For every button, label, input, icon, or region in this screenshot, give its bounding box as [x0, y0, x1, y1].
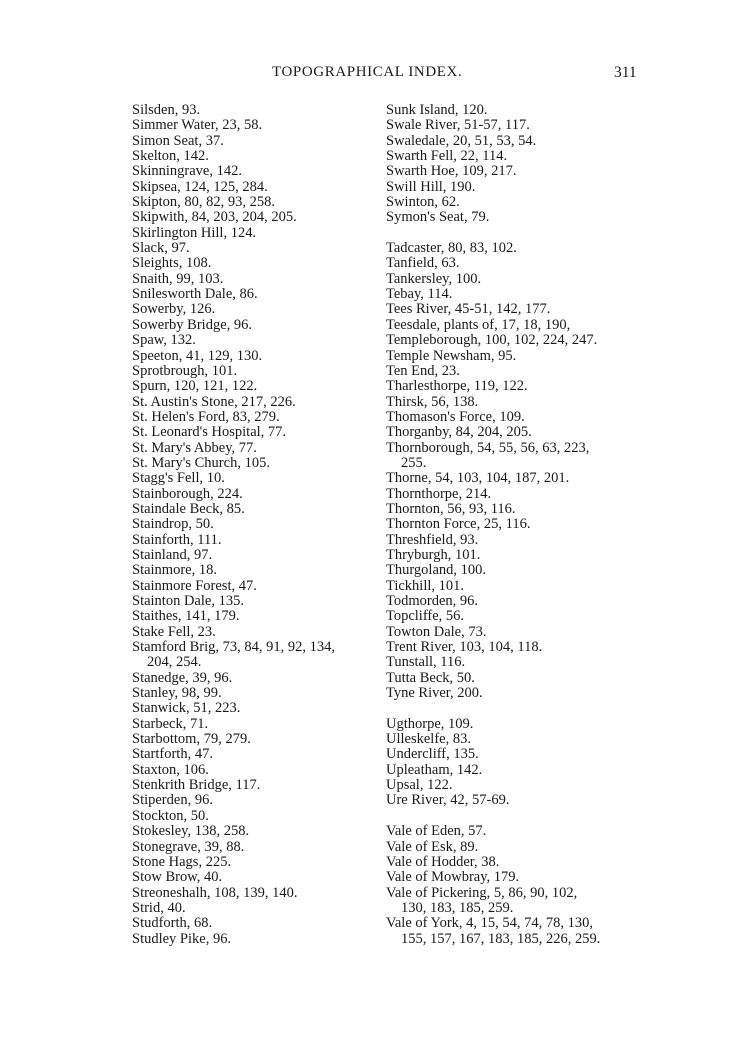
index-entry — [132, 226, 377, 241]
index-entry — [386, 793, 636, 808]
index-entry — [132, 778, 377, 793]
index-entry — [132, 103, 377, 118]
index-entry-line: Tunstall, 116. — [386, 654, 466, 671]
index-entry — [132, 195, 377, 210]
index-entry — [386, 840, 636, 855]
index-entry — [386, 886, 636, 917]
index-entry — [386, 517, 636, 532]
index-entry — [132, 425, 377, 440]
index-entry — [386, 763, 636, 778]
index-entry-line: Stanwick, 51, 223. — [132, 700, 241, 717]
index-entry-line: Tankersley, 100. — [386, 270, 482, 287]
index-entry — [132, 333, 377, 348]
index-entry — [386, 732, 636, 747]
index-entry-line: Thorne, 54, 103, 104, 187, 201. — [386, 470, 570, 487]
index-entry-line: Stockton, 50. — [132, 807, 209, 824]
index-entry — [132, 717, 377, 732]
index-entry-line: Vale of Esk, 89. — [386, 838, 479, 855]
index-entry — [132, 379, 377, 394]
index-entry-line: St. Austin's Stone, 217, 226. — [132, 393, 296, 410]
index-entry — [386, 625, 636, 640]
index-entry — [386, 502, 636, 517]
index-entry-line: Stone Hags, 225. — [132, 853, 232, 870]
index-entry-line: Speeton, 41, 129, 130. — [132, 347, 263, 364]
index-entry-line: Todmorden, 96. — [386, 593, 479, 609]
section-gap — [386, 226, 636, 241]
index-entry-continuation: 130, 183, 185, 259. — [401, 899, 514, 916]
index-entry — [386, 333, 636, 348]
index-entry-line: Thornton, 56, 93, 116. — [386, 500, 516, 517]
index-entry — [132, 256, 377, 271]
index-entry — [132, 563, 377, 578]
index-entry — [386, 395, 636, 410]
index-entry-line: Streoneshalh, 108, 139, 140. — [132, 884, 298, 901]
index-entry — [132, 456, 377, 471]
index-entry-line: Sprotbrough, 101. — [132, 362, 238, 379]
index-entry-line: Stiperden, 96. — [132, 792, 213, 809]
index-entry — [132, 855, 377, 870]
index-entry-line: St. Leonard's Hospital, 77. — [132, 424, 287, 441]
index-entry-line: St. Mary's Church, 105. — [132, 454, 270, 471]
index-entry-line: Sowerby Bridge, 96. — [132, 316, 253, 333]
index-entry — [132, 932, 377, 947]
index-entry-line: Thornborough, 54, 55, 56, 63, 223, — [386, 439, 590, 456]
index-entry — [386, 916, 636, 947]
index-entry-line: Vale of York, 4, 15, 54, 74, 78, 130, — [386, 915, 594, 932]
index-entry-line: Towton Dale, 73. — [386, 623, 487, 640]
index-entry-line: Stainborough, 224. — [132, 485, 243, 502]
index-entry — [386, 180, 636, 195]
index-entry — [386, 441, 636, 472]
index-entry — [386, 870, 636, 885]
index-entry-line: Thomason's Force, 109. — [386, 408, 525, 425]
index-entry — [386, 379, 636, 394]
index-entry — [132, 763, 377, 778]
index-entry — [386, 471, 636, 486]
index-entry-line: Simmer Water, 23, 58. — [132, 117, 263, 134]
index-entry-line: Thirsk, 56, 138. — [386, 393, 479, 410]
index-entry-line: Thornton Force, 25, 116. — [386, 516, 531, 533]
index-entry — [132, 901, 377, 916]
index-entry-continuation: 155, 157, 167, 183, 185, 226, 259. — [401, 930, 601, 947]
index-entry-line: Studforth, 68. — [132, 915, 213, 932]
index-entry — [132, 686, 377, 701]
index-entry — [132, 640, 377, 671]
index-entry — [386, 210, 636, 225]
index-entry-line: Stagg's Fell, 10. — [132, 470, 225, 487]
index-entry — [132, 793, 377, 808]
index-entry — [132, 533, 377, 548]
index-entry-line: Stow Brow, 40. — [132, 869, 223, 886]
index-entry — [132, 809, 377, 824]
index-entry — [132, 318, 377, 333]
index-entry — [386, 134, 636, 149]
index-entry — [132, 349, 377, 364]
index-entry-continuation: 204, 254. — [147, 654, 202, 671]
index-entry — [132, 487, 377, 502]
index-entry-line: Skipsea, 124, 125, 284. — [132, 178, 268, 195]
index-entry — [132, 241, 377, 256]
index-entry — [132, 395, 377, 410]
index-entry-line: Ure River, 42, 57-69. — [386, 792, 510, 809]
index-entry — [386, 364, 636, 379]
index-entry-line: Tyne River, 200. — [386, 685, 483, 702]
index-entry-line: Snaith, 99, 103. — [132, 270, 224, 287]
index-entry-line: Stainmore, 18. — [132, 562, 217, 579]
index-entry-line: Simon Seat, 37. — [132, 132, 224, 149]
index-entry — [386, 824, 636, 839]
index-entry-line: Vale of Eden, 57. — [386, 823, 487, 840]
index-entry — [386, 487, 636, 502]
index-entry-line: Vale of Hodder, 38. — [386, 853, 500, 870]
index-entry-line: Swaledale, 20, 51, 53, 54. — [386, 132, 537, 149]
index-entry-line: Stainland, 97. — [132, 546, 213, 563]
index-entry-line: Swarth Hoe, 109, 217. — [386, 163, 517, 180]
index-entry — [386, 118, 636, 133]
index-entry-line: Skelton, 142. — [132, 148, 209, 165]
index-entry — [386, 594, 636, 609]
index-entry-line: Starbeck, 71. — [132, 715, 209, 732]
index-entry — [132, 671, 377, 686]
index-entry-line: Vale of Mowbray, 179. — [386, 869, 520, 886]
index-entry-line: Staindrop, 50. — [132, 516, 214, 533]
index-entry-line: Threshfield, 93. — [386, 531, 479, 548]
index-entry — [132, 840, 377, 855]
index-entry — [386, 671, 636, 686]
index-entry-line: Templeborough, 100, 102, 224, 247. — [386, 332, 598, 349]
index-entry — [132, 916, 377, 931]
index-entry — [386, 533, 636, 548]
index-entry — [386, 149, 636, 164]
index-entry-line: Skipton, 80, 82, 93, 258. — [132, 194, 275, 211]
index-entry-line: Tanfield, 63. — [386, 255, 460, 272]
page-header — [0, 64, 750, 86]
index-entry — [132, 149, 377, 164]
index-entry — [132, 886, 377, 901]
index-entry-line: Tebay, 114. — [386, 286, 453, 303]
section-gap — [386, 701, 636, 716]
index-entry-line: Swinton, 62. — [386, 194, 460, 211]
index-entry-line: Slack, 97. — [132, 240, 190, 257]
index-entry — [132, 747, 377, 762]
index-entry — [132, 594, 377, 609]
index-entry — [132, 410, 377, 425]
index-entry-line: Stanley, 98, 99. — [132, 685, 222, 702]
index-entry-line: Swale River, 51-57, 117. — [386, 117, 530, 134]
index-entry-line: Symon's Seat, 79. — [386, 209, 490, 226]
index-entry-line: Staindale Beck, 85. — [132, 500, 245, 517]
index-entry-line: Thornthorpe, 214. — [386, 485, 492, 502]
index-entry — [386, 164, 636, 179]
index-entry-line: Teesdale, plants of, 17, 18, 190, — [386, 316, 571, 333]
index-entry — [386, 256, 636, 271]
index-entry — [132, 548, 377, 563]
index-entry-line: Sowerby, 126. — [132, 301, 216, 318]
index-entry-line: Stanedge, 39, 96. — [132, 669, 233, 686]
index-entry-line: Startforth, 47. — [132, 746, 213, 763]
index-entry-line: Thryburgh, 101. — [386, 546, 481, 563]
index-entry-continuation: 255. — [401, 454, 427, 471]
index-entry — [386, 855, 636, 870]
index-entry-line: Stainmore Forest, 47. — [132, 577, 257, 594]
index-entry — [132, 287, 377, 302]
index-entry-line: Swill Hill, 190. — [386, 178, 476, 195]
index-entry — [386, 425, 636, 440]
index-entry-line: Ugthorpe, 109. — [386, 715, 474, 732]
index-entry — [386, 410, 636, 425]
index-entry-line: Stainforth, 111. — [132, 531, 222, 548]
index-entry-line: Swarth Fell, 22, 114. — [386, 148, 508, 165]
index-entry-line: Tharlesthorpe, 119, 122. — [386, 378, 528, 395]
index-column-right — [386, 103, 636, 947]
index-entry — [386, 563, 636, 578]
index-entry — [386, 318, 636, 333]
index-entry — [386, 609, 636, 624]
index-entry-line: Stainton Dale, 135. — [132, 593, 244, 609]
index-entry-line: Stake Fell, 23. — [132, 623, 216, 640]
index-entry — [132, 732, 377, 747]
index-entry — [132, 302, 377, 317]
index-entry — [132, 517, 377, 532]
index-entry-line: Staxton, 106. — [132, 761, 209, 778]
index-entry-line: Ten End, 23. — [386, 362, 460, 379]
index-entry-line: Thorganby, 84, 204, 205. — [386, 424, 532, 441]
index-entry — [386, 778, 636, 793]
index-entry-line: Trent River, 103, 104, 118. — [386, 639, 543, 656]
index-entry-line: St. Helen's Ford, 83, 279. — [132, 408, 280, 425]
index-entry-line: Vale of Pickering, 5, 86, 90, 102, — [386, 884, 578, 901]
index-entry — [132, 134, 377, 149]
index-entry — [132, 824, 377, 839]
index-entry-line: Starbottom, 79, 279. — [132, 731, 251, 748]
index-entry-line: Tickhill, 101. — [386, 577, 465, 594]
index-entry — [386, 579, 636, 594]
index-column-left — [132, 103, 377, 947]
index-entry — [132, 609, 377, 624]
index-entry — [132, 180, 377, 195]
index-entry — [132, 210, 377, 225]
index-entry-line: Studley Pike, 96. — [132, 930, 232, 947]
index-entry-line: Undercliff, 135. — [386, 746, 479, 763]
index-entry-line: Temple Newsham, 95. — [386, 347, 517, 364]
index-entry-line: Skipwith, 84, 203, 204, 205. — [132, 209, 297, 226]
index-entry-line: Sleights, 108. — [132, 255, 212, 272]
index-entry — [386, 272, 636, 287]
index-entry — [386, 241, 636, 256]
index-entry-line: Strid, 40. — [132, 899, 186, 916]
index-entry — [386, 640, 636, 655]
index-entry-line: Sunk Island, 120. — [386, 102, 488, 118]
index-entry-line: Tees River, 45-51, 142, 177. — [386, 301, 551, 318]
page-number: 311 — [614, 64, 637, 81]
index-entry-line: Snilesworth Dale, 86. — [132, 286, 258, 303]
index-entry — [386, 686, 636, 701]
index-entry — [386, 103, 636, 118]
index-entry — [132, 625, 377, 640]
index-entry-line: Staithes, 141, 179. — [132, 608, 240, 625]
index-entry-line: Upleatham, 142. — [386, 761, 483, 778]
index-entry-line: Ulleskelfe, 83. — [386, 731, 471, 748]
index-entry — [132, 272, 377, 287]
index-entry — [132, 701, 377, 716]
index-entry — [132, 579, 377, 594]
index-entry — [386, 717, 636, 732]
index-entry — [132, 870, 377, 885]
index-entry-line: Thurgoland, 100. — [386, 562, 487, 579]
index-entry — [132, 502, 377, 517]
index-entry — [386, 548, 636, 563]
index-entry-line: Stenkrith Bridge, 117. — [132, 777, 261, 794]
index-entry-line: Spaw, 132. — [132, 332, 196, 349]
index-entry — [386, 302, 636, 317]
index-entry-line: Tadcaster, 80, 83, 102. — [386, 240, 517, 257]
index-entry-line: Stamford Brig, 73, 84, 91, 92, 134, — [132, 639, 335, 656]
index-entry — [132, 164, 377, 179]
index-entry — [132, 471, 377, 486]
index-entry-line: Tutta Beck, 50. — [386, 669, 475, 686]
index-entry — [132, 441, 377, 456]
index-entry — [386, 655, 636, 670]
index-entry-line: Stonegrave, 39, 88. — [132, 838, 245, 855]
index-entry — [132, 118, 377, 133]
index-entry — [386, 287, 636, 302]
index-entry-line: St. Mary's Abbey, 77. — [132, 439, 257, 456]
index-entry-line: Skirlington Hill, 124. — [132, 224, 257, 241]
index-entry-line: Skinningrave, 142. — [132, 163, 242, 180]
index-entry-line: Upsal, 122. — [386, 777, 453, 794]
index-entry — [386, 195, 636, 210]
index-entry-line: Spurn, 120, 121, 122. — [132, 378, 258, 395]
section-gap — [386, 809, 636, 824]
index-entry — [386, 747, 636, 762]
running-title: TOPOGRAPHICAL INDEX. — [272, 64, 463, 80]
index-entry-line: Stokesley, 138, 258. — [132, 823, 250, 840]
index-entry-line: Silsden, 93. — [132, 102, 201, 118]
index-entry — [386, 349, 636, 364]
index-entry — [132, 364, 377, 379]
index-entry-line: Topcliffe, 56. — [386, 608, 465, 625]
